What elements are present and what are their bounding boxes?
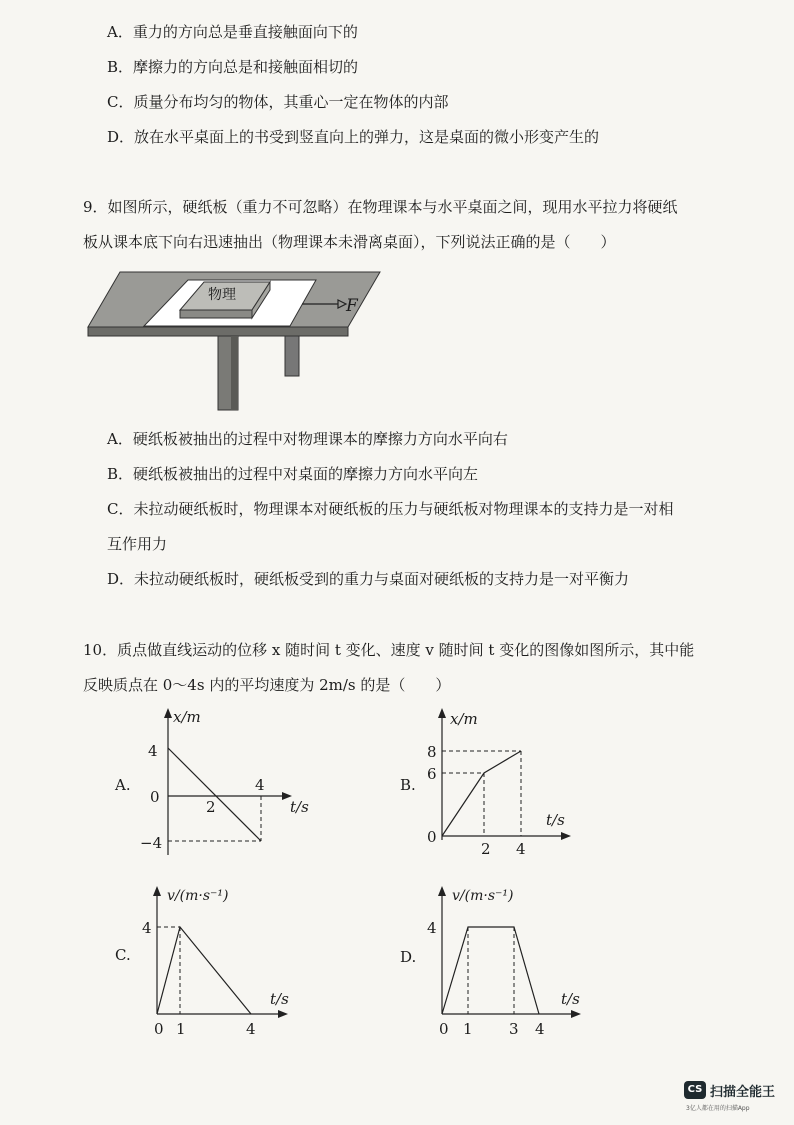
graph-b-yzero: 0 — [427, 828, 437, 846]
force-label: F — [346, 296, 358, 316]
graph-c-line — [157, 927, 251, 1014]
graph-b-xmid: 2 — [481, 840, 491, 858]
graph-b-ytop: 8 — [427, 743, 437, 761]
graph-b-ylabel: x/m — [450, 710, 478, 728]
graph-c-ytop: 4 — [142, 919, 152, 937]
graph-a-xlabel: t/s — [290, 798, 309, 816]
graph-a-yzero: 0 — [150, 788, 160, 806]
graph-a-xmid: 2 — [206, 798, 216, 816]
graph-c-xend: 4 — [246, 1020, 256, 1038]
graph-a-ylabel: x/m — [173, 708, 201, 726]
graph-d-xend: 4 — [535, 1020, 545, 1038]
q8-option-a: A．重力的方向总是垂直接触面向下的 — [107, 23, 358, 41]
q9-table-figure — [80, 262, 380, 412]
graph-d-ytop: 4 — [427, 919, 437, 937]
book-side — [180, 310, 252, 318]
graph-a-letter: A. — [115, 776, 131, 794]
scanner-logo-icon: CS — [684, 1081, 706, 1099]
book-label: 物理 — [208, 287, 236, 303]
q9-option-a: A．硬纸板被抽出的过程中对物理课本的摩擦力方向水平向右 — [107, 430, 508, 448]
table-leg-back — [285, 336, 299, 376]
graph-b — [395, 700, 595, 860]
table-edge — [88, 327, 348, 336]
graph-d — [395, 878, 595, 1038]
graph-a — [110, 700, 310, 860]
graph-a-ybottom: −4 — [140, 834, 163, 852]
graph-d-xlabel: t/s — [561, 990, 580, 1008]
graph-c-x1: 1 — [176, 1020, 186, 1038]
q9-option-b: B．硬纸板被抽出的过程中对桌面的摩擦力方向水平向左 — [107, 465, 479, 483]
q9-stem-line2: 板从课本底下向右迅速抽出（物理课本未滑离桌面），下列说法正确的是（ ） — [83, 233, 616, 251]
graph-d-line — [442, 927, 539, 1014]
graph-d-x3: 3 — [509, 1020, 519, 1038]
q9-option-d: D．未拉动硬纸板时，硬纸板受到的重力与桌面对硬纸板的支持力是一对平衡力 — [107, 570, 630, 588]
graph-b-ymid: 6 — [427, 765, 437, 783]
q9-option-c-cont: 互作用力 — [107, 535, 168, 553]
graph-a-xend: 4 — [255, 776, 265, 794]
graph-c-letter: C. — [115, 946, 131, 964]
q8-option-d: D．放在水平桌面上的书受到竖直向上的弹力，这是桌面的微小形变产生的 — [107, 128, 600, 146]
q10-stem-line1: 10．质点做直线运动的位移 x 随时间 t 变化、速度 v 随时间 t 变化的图像如图所示，其中能 — [83, 641, 695, 659]
graph-b-xend: 4 — [516, 840, 526, 858]
graph-b-line — [442, 751, 521, 836]
graph-c-ylabel: v/(m·s⁻¹) — [167, 888, 229, 904]
graph-d-ylabel: v/(m·s⁻¹) — [452, 888, 514, 904]
graph-c — [110, 878, 310, 1038]
graph-b-xlabel: t/s — [546, 811, 565, 829]
graph-b-letter: B. — [400, 776, 416, 794]
q9-stem-line1: 9．如图所示，硬纸板（重力不可忽略）在物理课本与水平桌面之间，现用水平拉力将硬纸 — [83, 198, 678, 216]
scanner-subtitle: 3亿人都在用的扫描App — [686, 1105, 750, 1112]
graph-d-letter: D. — [400, 948, 417, 966]
graph-c-xlabel: t/s — [270, 990, 289, 1008]
scanner-watermark — [684, 1079, 784, 1117]
q8-option-b: B．摩擦力的方向总是和接触面相切的 — [107, 58, 359, 76]
q9-option-c: C．未拉动硬纸板时，物理课本对硬纸板的压力与硬纸板对物理课本的支持力是一对相 — [107, 500, 674, 518]
graph-d-x0: 0 — [439, 1020, 449, 1038]
q10-stem-line2: 反映质点在 0～4s 内的平均速度为 2m/s 的是（ ） — [83, 676, 451, 694]
graph-d-x1: 1 — [463, 1020, 473, 1038]
scanner-title: 扫描全能王 — [710, 1085, 776, 1100]
graph-a-ytop: 4 — [148, 742, 158, 760]
graph-c-x0: 0 — [154, 1020, 164, 1038]
graph-a-line — [168, 748, 261, 841]
q8-option-c: C．质量分布均匀的物体，其重心一定在物体的内部 — [107, 93, 449, 111]
